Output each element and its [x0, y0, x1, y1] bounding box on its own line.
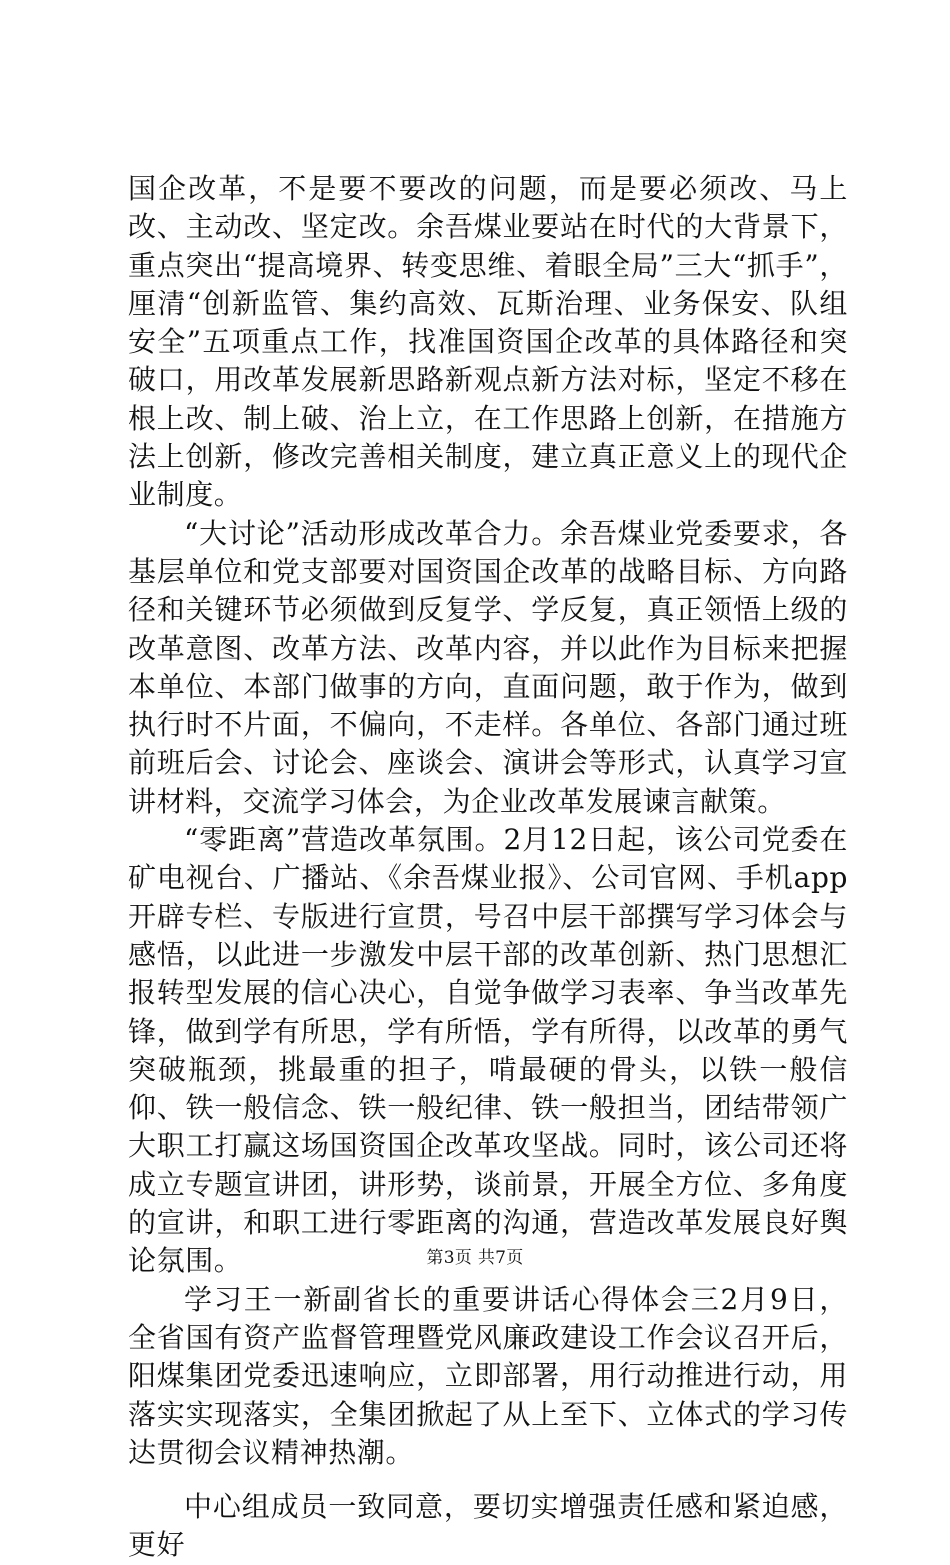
- paragraph-zero-distance: “零距离”营造改革氛围。2月12日起，该公司党委在矿电视台、广播站、《余吾煤业报》、公司官网、手机app开辟专栏、专版进行宣贯，号召中层干部撰写学习体会与感悟，以此进一步激发中层干部的改革创新、热门思想汇报转型发展的信心决心，自觉争做学习表率、争当改革先锋，做到学有所思，学有所悟，学有所得，以改革的勇气突破瓶颈，挑最重的担子，啃最硬的骨头，以铁一般信仰、铁一般信念、铁一般纪律、铁一般担当，团结带领广大职工打赢这场国资国企改革攻坚战。同时，该公司还将成立专题宣讲团，讲形势，谈前景，开展全方位、多角度的宣讲，和职工进行零距离的沟通，营造改革发展良好舆论氛围。: [128, 823, 848, 1278]
- document-body: [128, 170, 848, 1565]
- page-number-footer: 第3页 共7页: [426, 1248, 524, 1268]
- paragraph-discussion-activity: “大讨论”活动形成改革合力。余吾煤业党委要求，各基层单位和党支部要对国资国企改革的战略目标、方向路径和关键环节必须做到反复学、学反复，真正领悟上级的改革意图、改革方法、改革内容，并以此作为目标来把握本单位、本部门做事的方向，直面问题，敢于作为，做到执行时不片面，不偏向，不走样。各单位、各部门通过班前班后会、讨论会、座谈会、演讲会等形式，认真学习宣讲材料，交流学习体会，为企业改革发展谏言献策。: [128, 516, 848, 818]
- paragraph-study-speech: 学习王一新副省长的重要讲话心得体会三2月9日，全省国有资产监督管理暨党风廉政建设工作会议召开后，阳煤集团党委迅速响应，立即部署，用行动推进行动，用落实实现落实，全集团掀起了从上至下、立体式的学习传达贯彻会议精神热潮。: [128, 1282, 848, 1469]
- paragraph-reform-necessity: 国企改革，不是要不要改的问题，而是要必须改、马上改、主动改、坚定改。余吾煤业要站在时代的大背景下，重点突出“提高境界、转变思维、着眼全局”三大“抓手”，厘清“创新监管、集约高效、瓦斯治理、业务保安、队组安全”五项重点工作，找准国资国企改革的具体路径和突破口，用改革发展新思路新观点新方法对标，坚定不移在根上改、制上破、治上立，在工作思路上创新，在措施方法上创新，修改完善相关制度，建立真正意义上的现代企业制度。: [128, 172, 848, 512]
- paragraph-central-group: 中心组成员一致同意，要切实增强责任感和紧迫感，更好: [128, 1490, 848, 1562]
